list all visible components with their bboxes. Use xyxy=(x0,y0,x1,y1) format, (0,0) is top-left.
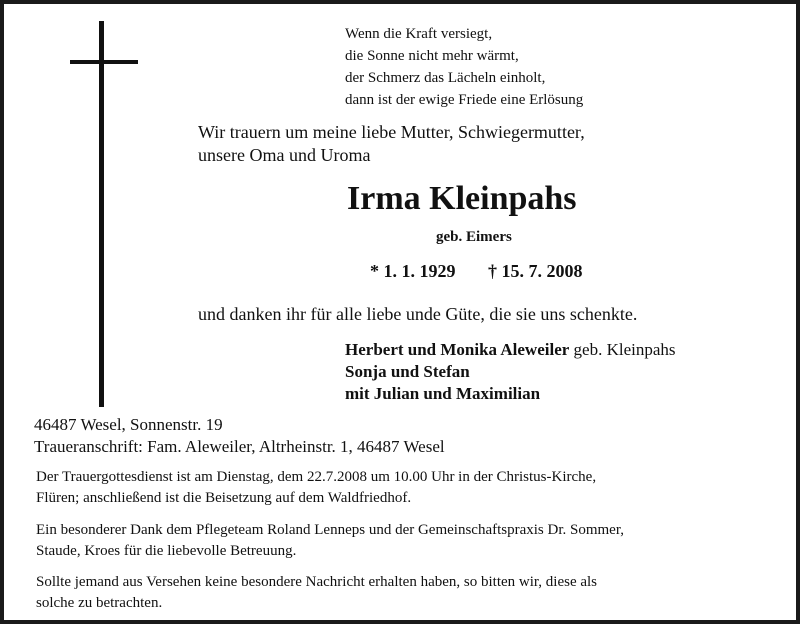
thanks-paragraph: Ein besonderer Dank dem Pflegeteam Roland Lenneps und der Gemeinschaftspraxis Dr. Sommer, xyxy=(36,522,624,538)
family-line xyxy=(345,340,676,360)
thanks-line: und danken ihr für alle liebe unde Güte, die sie uns schenkte. xyxy=(198,304,638,324)
poem-line: der Schmerz das Lächeln einholt, xyxy=(345,70,546,86)
intro-line: Wir trauern um meine liebe Mutter, Schwiegermutter, xyxy=(198,122,585,142)
address-line: 46487 Wesel, Sonnenstr. 19 xyxy=(34,415,223,434)
family-line: Sonja und Stefan xyxy=(345,362,470,381)
notice-paragraph: solche zu betrachten. xyxy=(36,595,163,611)
family-line: mit Julian und Maximilian xyxy=(345,384,541,403)
mourning-address: Traueranschrift: Fam. Aleweiler, Altrheinstr. 1, 46487 Wesel xyxy=(34,437,445,456)
poem-line: die Sonne nicht mehr wärmt, xyxy=(345,48,519,64)
service-info: Flüren; anschließend ist die Beisetzung auf dem Waldfriedhof. xyxy=(36,490,412,506)
thanks-paragraph: Staude, Kroes für die liebevolle Betreuung. xyxy=(36,543,297,559)
intro-line: unsere Oma und Uroma xyxy=(198,145,371,165)
family-names: Herbert und Monika Aleweiler xyxy=(345,340,570,359)
birth-date: * 1. 1. 1929 xyxy=(370,261,456,281)
poem-line: dann ist der ewige Friede eine Erlösung xyxy=(345,92,584,108)
death-date: † 15. 7. 2008 xyxy=(488,261,583,281)
poem-line: Wenn die Kraft versiegt, xyxy=(345,26,493,42)
cross-icon-crossbar xyxy=(70,60,138,64)
cross-icon xyxy=(99,21,104,407)
deceased-name: Irma Kleinpahs xyxy=(347,180,577,217)
family-maiden-note: geb. Kleinpahs xyxy=(569,340,676,359)
notice-paragraph: Sollte jemand aus Versehen keine besondere Nachricht erhalten haben, so bitten wir, diese als xyxy=(36,574,598,590)
maiden-name: geb. Eimers xyxy=(436,229,512,245)
service-info: Der Trauergottesdienst ist am Dienstag, dem 22.7.2008 um 10.00 Uhr in der Christus-Kirche, xyxy=(36,469,597,485)
